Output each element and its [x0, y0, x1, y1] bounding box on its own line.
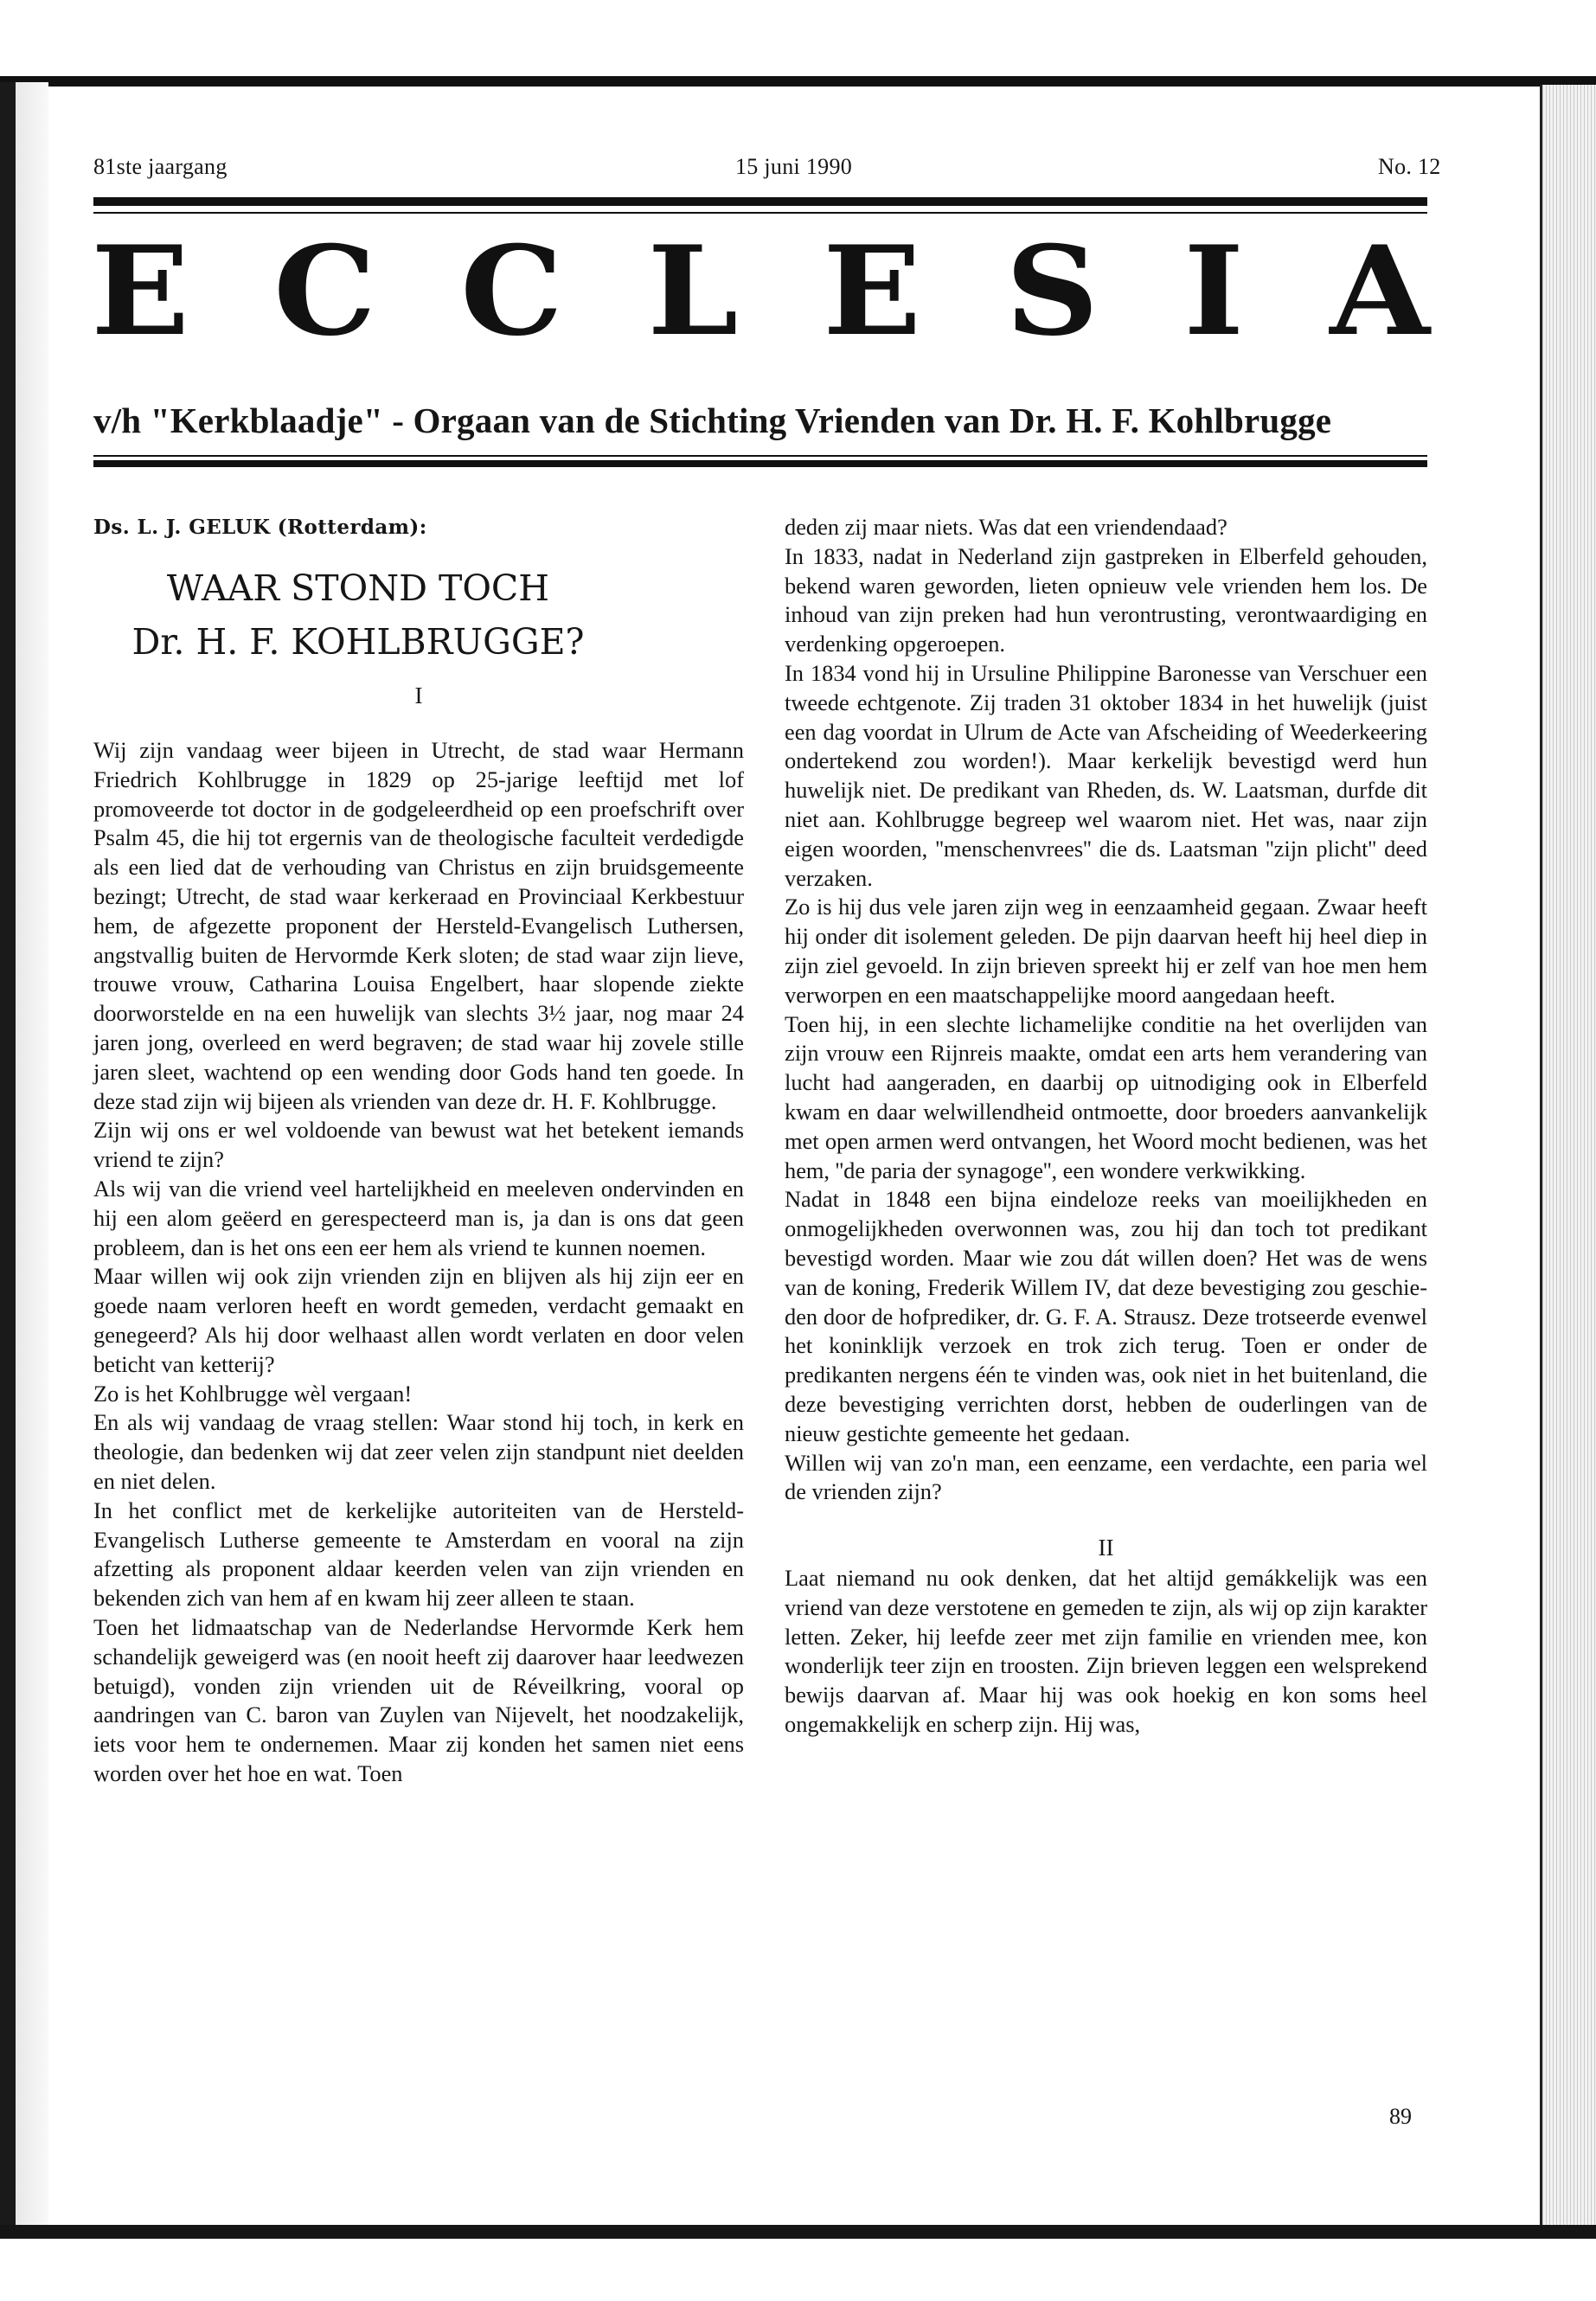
article-title-line: WAAR STOND TOCH [166, 567, 550, 609]
paragraph: Zo is hij dus vele jaren zijn weg in eenzaamheid gegaan. Zwaar heeft hij onder dit isolement geleden. De pijn daarvan heeft hij heel diep in zijn ziel gevoeld. In zijn brieven spreekt hij er zelf van hoe men hem verworpen en een maatschappelijke moord aangedaan heeft. [785, 894, 1427, 1008]
issue-date: 15 juni 1990 [735, 154, 853, 179]
paragraph: Wij zijn vandaag weer bijeen in Utrecht, de stad waar Hermann Friedrich Kohlbrugge in 1829 op 25-jarige leeftijd met lof promoveerde tot doctor in de godgeleerdheid op een proefschrift over Psalm 45, die hij tot ergernis van de theologische faculteit verdedigde als een lied dat de verhouding van Christus en zijn bruidsgemeente bezingt; Utrecht, de stad waar kerkeraad en Provinciaal Kerkbestuur hem, de afgezette proponent der Hersteld-Evangelisch Luthersen, angstvallig buiten de Hervormde Kerk sloten; de stad waar zijn lieve, trouwe vrouw, Catharina Louisa Engelbert, haar slopende ziekte doorworstelde en na een huwelijk van slechts 3½ jaar, nog maar 24 jaren jong, overleed en werd begraven; de stad waar hij zovele stille jaren sleet, wachtend op een wending door Gods hand ten goede. In deze stad zijn wij bijeen als vrienden van deze dr. H. F. Kohlbrugge. [93, 737, 744, 1114]
paragraph: Maar willen wij ook zijn vrienden zijn en blijven als hij zijn eer en goede naam verloren heeft en wordt gemeden, verdacht gemaakt en genegeerd? Als hij door welhaast allen wordt verlaten en door velen beticht van ketterij? [93, 1263, 744, 1377]
masthead-letter: E [91, 220, 189, 363]
masthead-letter: C [460, 220, 563, 363]
paragraph: Toen het lidmaatschap van de Nederlandse Hervormde Kerk hem schandelijk geweigerd was (en nooit heeft zij daarover haar leedwezen betuigd), vonden zijn vrienden uit de Réveilkring, vooral op aandringen van C. baron van Zuylen van Nijevelt, het noodzakelijk, iets voor hem te ondernemen. Maar zij konden het samen niet eens worden over het hoe en wat. Toen [93, 1613, 744, 1786]
masthead-rule-top-thin [93, 212, 1427, 214]
left-column [93, 513, 744, 1789]
section-heading-1: I [414, 683, 423, 708]
right-column [785, 513, 1427, 1740]
paragraph: deden zij maar niets. Was dat een vriendendaad? [785, 514, 1227, 540]
paragraph: Zijn wij ons er wel voldoende van bewust wat het betekent iemands vriend te zijn? [93, 1117, 744, 1173]
paragraph: In 1833, nadat in Nederland zijn gastpreken in Elberfeld gehouden, bekend waren geworden, lieten opnieuw vele vrienden hem los. De inhoud van zijn preken had hun verontrusting, verontwaardiging en verdenking opgeroepen. [785, 542, 1427, 657]
section-heading-2: II [1098, 1535, 1114, 1561]
paragraph: In het conflict met de kerkelijke autoriteiten van de Hersteld-Evangelisch Lutherse gemeente te Amsterdam en vooral na zijn afzetting als proponent aldaar keerden velen van zijn vrienden en bekenden zich van hem af en kwam hij zeer alleen te staan. [93, 1497, 744, 1612]
article-author: Ds. L. J. GELUK (Rotterdam): [93, 516, 427, 539]
paragraph: In 1834 vond hij in Ursuline Philippine Baronesse van Verschuer een tweede echtgenote. Zij traden 31 oktober 1834 in het huwelijk (juist een dag voordat in Ulrum de Acte van Afscheiding of Weederkeering ondertekend zou worden!). Maar kerkelijk bevestigd werd hun huwelijk niet. De predikant van Rheden, ds. W. Laatsman, durfde dit niet aan. Kohlbrugge begreep wel waarom niet. Het was, naar zijn eigen woorden, ''menschenvrees'' die ds. Laatsman ''zijn plicht'' deed verzaken. [785, 659, 1427, 891]
page-number: 89 [1389, 2104, 1412, 2129]
masthead-letter: A [1329, 220, 1430, 363]
masthead-rule-top [93, 197, 1427, 206]
issue-number: No. 12 [1378, 154, 1441, 179]
masthead-letter: C [273, 220, 376, 363]
paragraph: Willen wij van zo'n man, een eenzame, een verdachte, een paria wel de vrienden zijn? [785, 1449, 1427, 1505]
masthead-letter: L [647, 220, 739, 363]
masthead-letter: I [1183, 220, 1245, 363]
masthead-rule-bottom [93, 460, 1427, 467]
masthead-letter: S [1005, 220, 1099, 363]
paragraph: Zo is het Kohlbrugge wèl vergaan! [93, 1380, 413, 1407]
paragraph: Toen hij, in een slechte lichamelijke conditie na het overlijden van zijn vrouw een Rijnreis maakte, omdat een arts hem verandering van lucht had aangeraden, en daarbij op uitnodiging ook in Elberfeld kwam en daar welwillendheid ontmoette, door broeders aanvankelijk met open armen werd ontvangen, het Woord mocht bedienen, was het hem, ''de paria der synagoge'', een wondere verkwikking. [785, 1010, 1427, 1183]
masthead-subtitle: v/h "Kerkblaadje" - Orgaan van de Stichting Vrienden van Dr. H. F. Kohlbrugge [93, 401, 1332, 440]
paragraph: Laat niemand nu ook denken, dat het altijd gemákkelijk was een vriend van deze verstotene en gemeden te zijn, als wij op zijn karakter letten. Zeker, hij leefde zeer met zijn familie en vrienden mee, kon wonderlijk teer zijn en troosten. Zijn brieven leggen een welsprekend bewijs daarvan af. Maar hij was ook hoekig en kon soms heel ongemakkelijk en scherp zijn. Hij was, [785, 1565, 1427, 1738]
paragraph: Als wij van die vriend veel hartelijkheid en meeleven ondervinden en hij een alom geëerd en gerespecteerd man is, ja dan is ons dat geen probleem, dan is het ons een eer hem als vriend te kunnen noemen. [93, 1175, 744, 1260]
masthead-title [91, 220, 1430, 363]
masthead-rule-bottom-thin [93, 455, 1427, 457]
paragraph: Nadat in 1848 een bijna eindeloze reeks van moeilijkheden en onmogelijkheden overwonnen was, zou hij dan toch tot predikant bevestigd worden. Maar wie zou dát willen doen? Het was de wens van de koning, Frederik Willem IV, dat deze bevestiging zou geschieden door de hofprediker, dr. G. F. A. Strausz. Deze trotseerde evenwel het koninklijk verzoek en trok zich terug. Toen er onder de predikanten nergens één te vinden was, ook niet in het buitenland, die deze bevestiging verrichten dorst, hebben de ouderlingen van de nieuw gestichte gemeente het gedaan. [785, 1186, 1427, 1446]
masthead-letter: E [823, 220, 921, 363]
article-title-line: Dr. H. F. KOHLBRUGGE? [131, 621, 585, 663]
article-title [0, 561, 744, 669]
paragraph: En als wij vandaag de vraag stellen: Waar stond hij toch, in kerk en theologie, dan bedenken wij dat zeer velen zijn standpunt niet deelden en niet delen. [93, 1409, 744, 1494]
volume-label: 81ste jaargang [93, 154, 228, 179]
